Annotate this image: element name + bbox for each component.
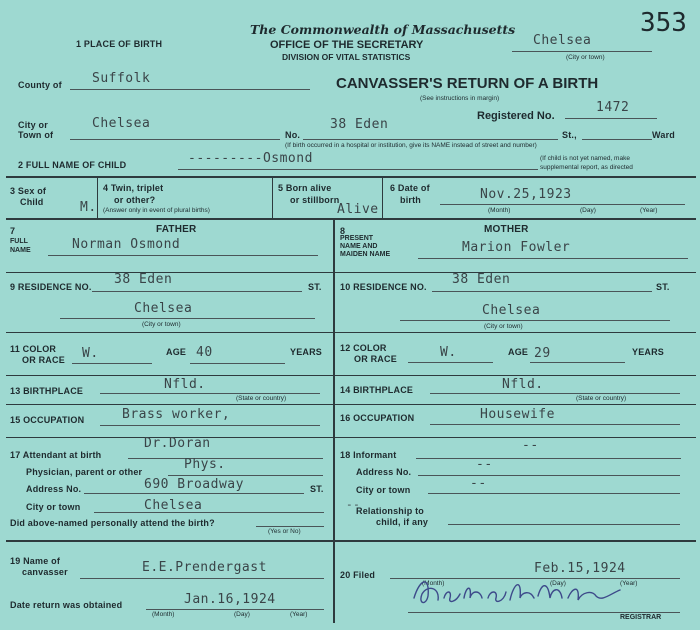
father-bp-value: Nfld. [164,377,206,392]
sex-label-1: 3 Sex of [10,186,47,196]
filed-date-value: Feb.15,1924 [534,561,626,576]
father-heading: FATHER [156,224,197,235]
name-label: NAME [10,247,31,254]
registrar-signature [410,568,640,614]
twin-note: (Answer only in event of plural births) [103,207,210,214]
sex-value: M. [80,200,97,215]
return-date-value: Jan.16,1924 [184,592,276,607]
rule-c3 [97,176,98,218]
address-no-18-label: Address No. [356,467,412,477]
canvasser-label-2: canvasser [22,567,68,577]
street-value: 38 Eden [330,117,389,132]
day-caption: (Day) [580,207,596,214]
date-label-1: 6 Date of [390,183,430,193]
commonwealth-heading: The Commonwealth of Massachusetts [250,22,516,37]
residence-9-label: 9 RESIDENCE NO. [10,282,92,292]
not-named-note-2: supplemental report, as directed [540,164,633,171]
record-number: 353 [640,8,687,38]
mother-bp-value: Nfld. [502,377,544,392]
rule-center [333,218,335,623]
present-label-2: NAME AND [340,243,378,250]
father-city-value: Chelsea [134,301,193,316]
county-value: Suffolk [92,71,151,86]
present-label-1: PRESENT [340,235,374,242]
rule-row3 [6,218,696,220]
filed-label: 20 Filed [340,570,376,580]
attendant-name-value: Dr.Doran [144,436,211,451]
sex-label-2: Child [20,197,44,207]
father-res-value: 38 Eden [114,272,173,287]
inf-city-value: -- [470,476,487,491]
father-occ-value: Brass worker, [122,407,231,422]
born-label-2: or stillborn [290,195,340,205]
occupation-15-label: 15 OCCUPATION [10,415,85,425]
st-17-label: ST. [310,484,324,494]
address-no-17-label: Address No. [26,484,82,494]
registered-label: Registered No. [477,110,555,122]
born-label-1: 5 Born alive [278,183,332,193]
mother-color-value: W. [440,345,457,360]
informant-value: -- [522,438,539,453]
city-value: Chelsea [92,116,151,131]
birthplace-14-label: 14 BIRTHPLACE [340,385,414,395]
place-caption: (City or town) [566,54,605,61]
rule-row15 [6,437,696,438]
office-heading: OFFICE OF THE SECRETARY [270,39,424,51]
no-label: No. [285,130,301,140]
label-7: 7 [10,226,16,236]
st-10-label: ST. [656,282,670,292]
st-9-label: ST. [308,282,322,292]
date-label-2: birth [400,195,421,205]
color-11-label: 11 COLOR [10,344,57,354]
father-age-value: 40 [196,345,213,360]
city-town-17-label: City or town [26,502,81,512]
rule-row9 [6,332,696,333]
hospital-note: (If birth occurred in a hospital or institution, give its NAME instead of street and number) [285,142,537,149]
year-caption-20: (Year) [620,580,638,587]
rule-c5 [382,176,383,218]
place-value: Chelsea [533,33,592,48]
city-town-9: (City or town) [142,321,181,328]
full-name-label: 2 FULL NAME OF CHILD [18,160,127,170]
county-label: County of [18,80,62,90]
day-caption-19: (Day) [234,611,250,618]
month-caption-20: (Month) [422,580,445,587]
division-heading: DIVISION OF VITAL STATISTICS [282,52,411,62]
relationship-label-1: Relationship to [356,506,424,516]
attendant-label: 17 Attendant at birth [10,450,102,460]
inf-address-value: -- [476,457,493,472]
registrar-label: REGISTRAR [620,614,662,621]
mother-age-value: 29 [534,346,551,361]
age-12-label: AGE [508,347,529,357]
informant-label: 18 Informant [340,450,397,460]
race-12-label: OR RACE [354,354,397,364]
did-attend-label: Did above-named personally attend the birth? [10,518,215,528]
date-return-label: Date return was obtained [10,600,123,610]
state-country-14: (State or country) [576,395,627,402]
father-name-value: Norman Osmond [72,237,181,252]
yes-no-caption: (Yes or No) [268,528,301,535]
physician-label: Physician, parent or other [26,467,143,477]
label-8: 8 [340,226,346,236]
present-label-3: MAIDEN NAME [340,251,391,258]
residence-10-label: 10 RESIDENCE NO. [340,282,427,292]
state-country-13: (State or country) [236,395,287,402]
rule-row11 [6,375,696,376]
color-12-label: 12 COLOR [340,343,387,353]
relationship-label-2: child, if any [376,517,429,527]
attendant-addr-value: 690 Broadway [144,477,244,492]
birth-date-value: Nov.25,1923 [480,187,572,202]
twin-label-1: 4 Twin, triplet [103,183,164,193]
years-12-label: YEARS [632,347,665,357]
age-11-label: AGE [166,347,187,357]
attendant-city-value: Chelsea [144,498,203,513]
day-caption-20: (Day) [550,580,566,587]
month-caption: (Month) [488,207,511,214]
city-town-10: (City or town) [484,323,523,330]
occupation-16-label: 16 OCCUPATION [340,413,415,423]
race-11-label: OR RACE [22,355,65,365]
registered-value: 1472 [596,100,630,115]
year-caption-19: (Year) [290,611,308,618]
rule-top [6,176,696,178]
mother-res-value: 38 Eden [452,272,511,287]
father-color-value: W. [82,346,99,361]
ward-label: Ward [652,130,675,140]
place-of-birth-label: 1 PLACE OF BIRTH [76,39,163,49]
mother-city-value: Chelsea [482,303,541,318]
canvasser-value: E.E.Prendergast [142,560,267,575]
form-subtitle: (See instructions in margin) [420,95,500,102]
canvasser-label-1: 19 Name of [10,556,61,566]
year-caption: (Year) [640,207,658,214]
born-value: Alive [337,202,379,217]
rule-row17 [6,540,696,542]
city-town-18-label: City or town [356,485,411,495]
years-11-label: YEARS [290,347,323,357]
mother-heading: MOTHER [484,224,529,235]
child-name-value: ---------Osmond [188,151,313,166]
form-title: CANVASSER'S RETURN OF A BIRTH [336,75,599,92]
rule-row13 [6,404,696,405]
birthplace-13-label: 13 BIRTHPLACE [10,386,84,396]
rule-row7 [6,272,696,273]
full-label: FULL [10,238,28,245]
attendant-type-value: Phys. [184,457,226,472]
month-caption-19: (Month) [152,611,175,618]
not-named-note-1: (If child is not yet named, make [540,155,630,162]
mother-occ-value: Housewife [480,407,555,422]
relationship-value: -- [346,498,361,511]
st-label: St., [562,130,577,140]
twin-label-2: or other? [114,195,156,205]
mother-name-value: Marion Fowler [462,240,571,255]
city-or-label: City or [18,120,48,130]
rule-c4 [272,176,273,218]
town-of-label: Town of [18,130,54,140]
